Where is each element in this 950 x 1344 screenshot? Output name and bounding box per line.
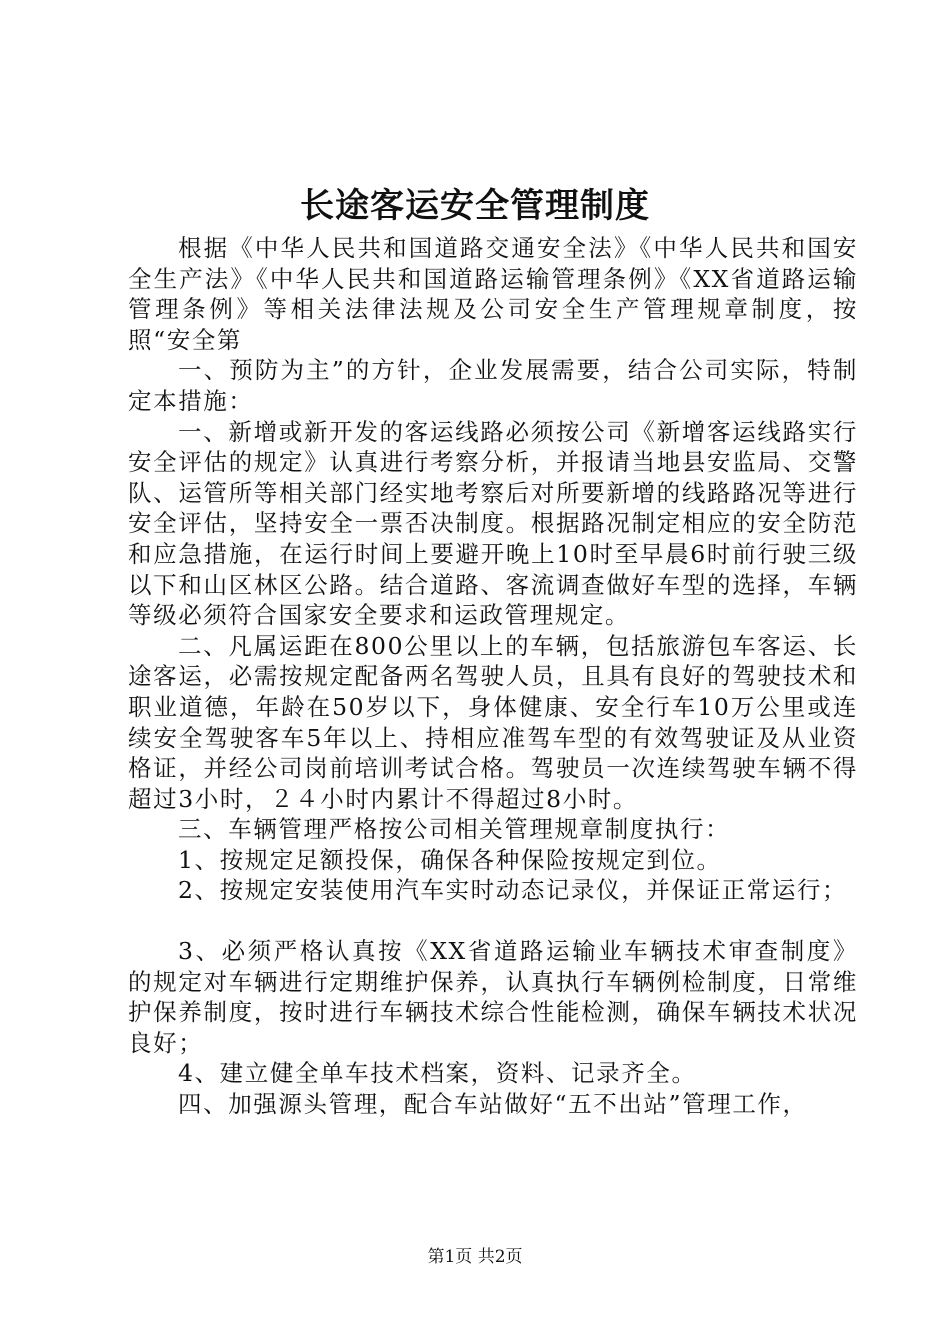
document-title: 长途客运安全管理制度	[300, 186, 650, 226]
document-body	[128, 233, 858, 1120]
paragraph-item-3: 3、必须严格认真按《XX省道路运输业车辆技术审查制度》的规定对车辆进行定期维护保养，认真执行车辆例检制度，日常维护保养制度，按时进行车辆技术综合性能检测，确保车辆技术状况良好；	[128, 937, 858, 1057]
paragraph-section-3: 三、车辆管理严格按公司相关管理规章制度执行：	[178, 815, 731, 844]
paragraph-preamble: 根据《中华人民共和国道路交通安全法》《中华人民共和国安全生产法》《中华人民共和国道路运输管理条例》《XX省道路运输管理条例》等相关法律法规及公司安全生产管理规章制度，按照“安全第	[128, 234, 858, 354]
paragraph-section-1: 一、新增或新开发的客运线路必须按公司《新增客运线路实行安全评估的规定》认真进行考察分析，并报请当地县安监局、交警队、运管所等相关部门经实地考察后对所要新增的线路路况等进行安全评估，坚持安全一票否决制度。根据路况制定相应的安全防范和应急措施，在运行时间上要避开晚上10时至早晨6时前行驶三级以下和山区林区公路。结合道路、客流调查做好车型的选择，车辆等级必须符合国家安全要求和运政管理规定。	[128, 417, 858, 630]
page-footer: 第1页 共2页	[427, 1247, 523, 1267]
paragraph-gap	[128, 906, 858, 936]
paragraph-section-2: 二、凡属运距在800公里以上的车辆，包括旅游包车客运、长途客运，必需按规定配备两名驾驶人员，且具有良好的驾驶技术和职业道德，年龄在50岁以下，身体健康、安全行车10万公里或连续安全驾驶客车5年以上、持相应准驾车型的有效驾驶证及从业资格证，并经公司岗前培训考试合格。驾驶员一次连续驾驶车辆不得超过3小时，２４小时内累计不得超过8小时。	[128, 631, 858, 813]
paragraph-principle: 一、预防为主”的方针，企业发展需要，结合公司实际，特制定本措施：	[128, 356, 858, 415]
paragraph-item-1: 1、按规定足额投保，确保各种保险按规定到位。	[178, 845, 722, 874]
paragraph-item-2: 2、按规定安装使用汽车实时动态记录仪，并保证正常运行；	[178, 876, 848, 905]
paragraph-section-4: 四、加强源头管理，配合车站做好“五不出站”管理工作，	[178, 1090, 808, 1119]
paragraph-item-4: 4、建立健全单车技术档案，资料、记录齐全。	[178, 1059, 697, 1088]
